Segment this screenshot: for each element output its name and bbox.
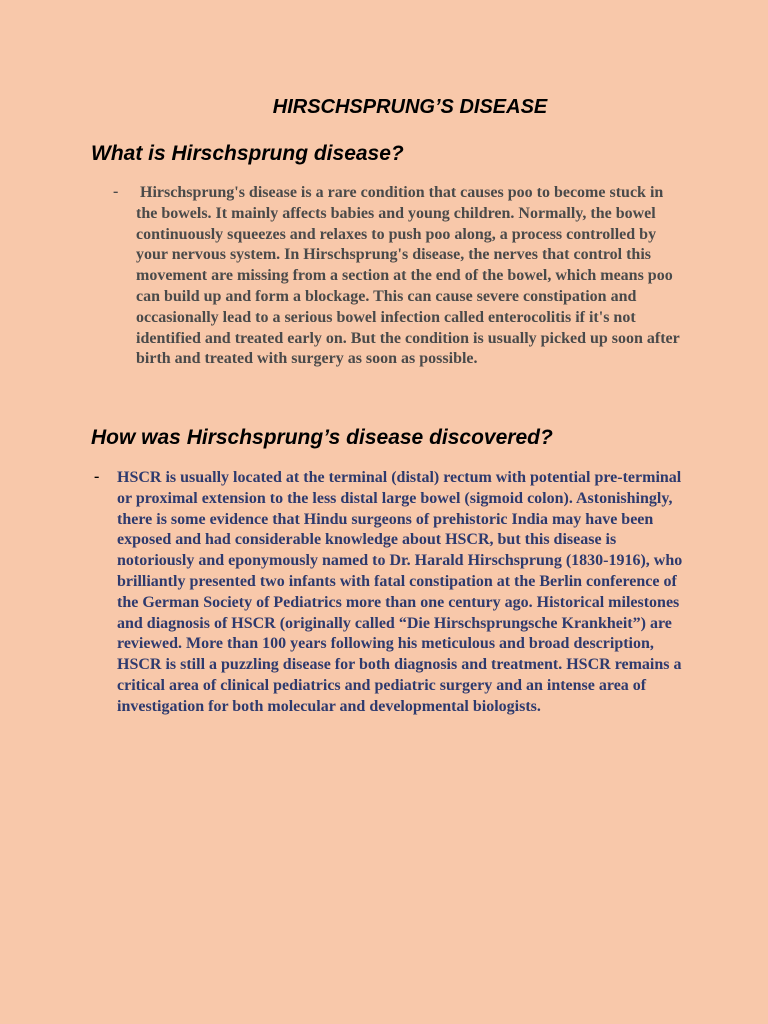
section-paragraph-what-is: Hirschsprung's disease is a rare condition that causes poo to become stuck in the bowels. It mainly affects babies and young children. Normally, the bowel continuously squeezes and relaxes to push poo along, a process controlled by your nervous system. In Hirschsprung's disease, the nerves that control this movement are missing from a section at the end of the bowel, which means poo can build up and form a blockage. This can cause severe constipation and occasionally lead to a serious bowel infection called enterocolitis if it's not identified and treated early on. But the condition is usually picked up soon after birth and treated with surgery as soon as possible. — [136, 184, 680, 368]
section-heading-what-is: What is Hirschsprung disease? — [91, 142, 404, 165]
bullet-dash: - — [94, 468, 100, 485]
document-title: HIRSCHSPRUNG’S DISEASE — [272, 96, 548, 118]
section-heading-discovery: How was Hirschsprung’s disease discovered? — [91, 426, 553, 449]
section-paragraph-discovery: HSCR is usually located at the terminal (distal) rectum with potential pre-terminal or proximal extension to the less distal large bowel (sigmoid colon). Astonishingly, there is some evidence that Hindu surgeons of prehistoric India may have been exposed and had considerable knowledge about HSCR, but this disease is notoriously and eponymously named to Dr. Harald Hirschsprung (1830-1916), who brilliantly presented two infants with fatal constipation at the Berlin conference of the German Society of Pediatrics more than one century ago. Historical milestones and diagnosis of HSCR (originally called “Die Hirschsprungsche Krankheit”) are reviewed. More than 100 years following his meticulous and broad description, HSCR is still a puzzling disease for both diagnosis and treatment. HSCR remains a critical area of clinical pediatrics and pediatric surgery and an intense area of investigation for both molecular and developmental biologists. — [117, 469, 683, 715]
bullet-dash: - — [113, 183, 119, 200]
